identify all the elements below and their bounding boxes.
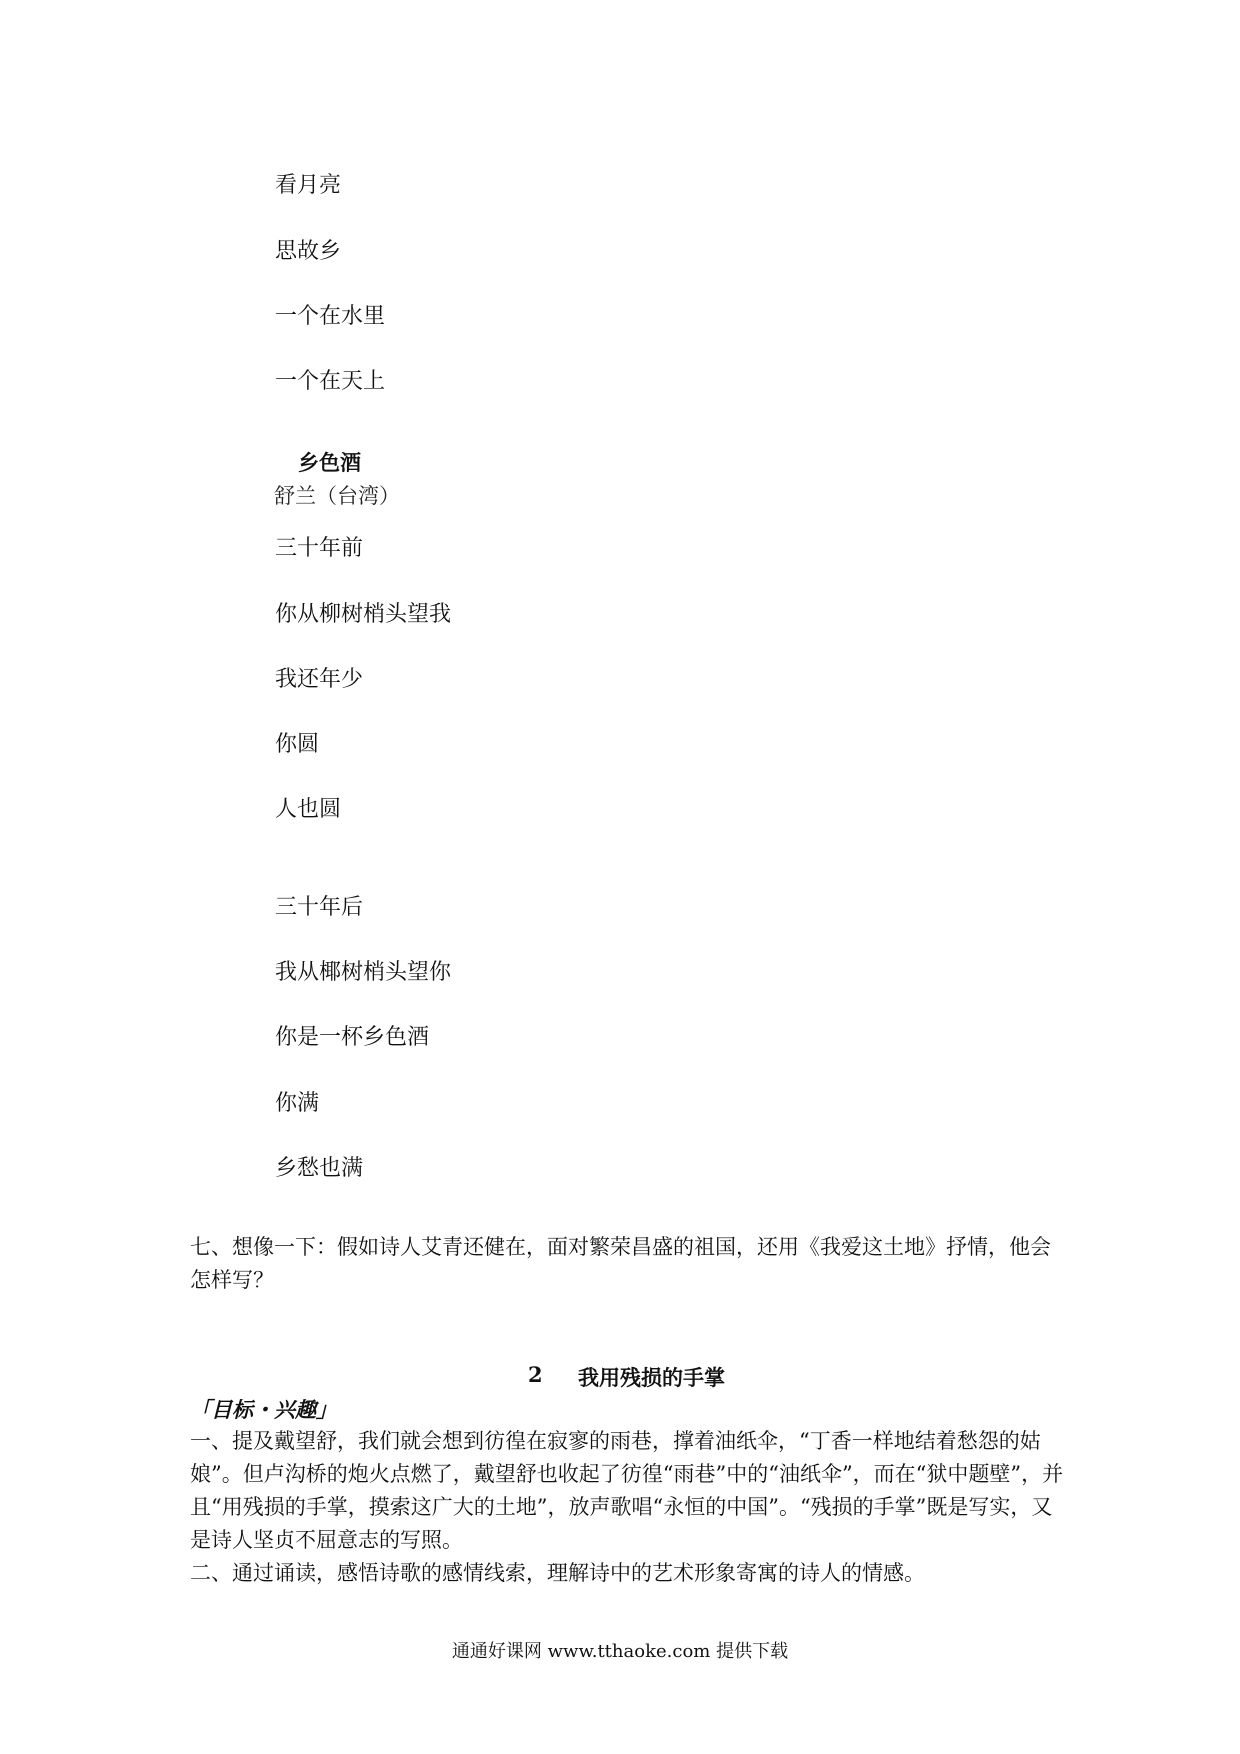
poem-line: 你圆 [275,732,320,757]
goal-heading: 「目标・兴趣」 [190,1397,337,1422]
section-title: 我用残损的手掌 [578,1365,725,1390]
page-footer: 通通好课网 www.tthaoke.com 提供下载 [451,1641,789,1662]
poem-line: 你从柳树梢头望我 [275,602,452,627]
poem-line: 三十年前 [275,536,364,561]
section-number: 2 [528,1362,543,1387]
poem-author: 舒兰（台湾） [274,484,400,508]
goal-paragraph-1: 一、提及戴望舒，我们就会想到彷徨在寂寥的雨巷，撑着油纸伞，“丁香一样地结着愁怨的姑娘”。但卢沟桥的炮火点燃了，戴望舒也收起了彷徨“雨巷”中的“油纸伞”，而在“狱中题壁”，并且“用残损的手掌，摸索这广大的土地”，放声歌唱“永恒的中国”。“残损的手掌”既是写实，又是诗人坚贞不屈意志的写照。 [190,1429,1064,1552]
poem-line: 一个在天上 [275,369,386,394]
poem-line: 三十年后 [275,895,364,920]
poem-title: 乡色酒 [298,450,361,475]
poem-line: 人也圆 [275,797,342,822]
poem-line: 看月亮 [275,173,342,198]
poem-line: 我从椰树梢头望你 [275,960,452,985]
poem-line: 你是一杯乡色酒 [275,1025,430,1050]
goal-paragraph-2: 二、通过诵读，感悟诗歌的感情线索，理解诗中的艺术形象寄寓的诗人的情感。 [190,1561,925,1585]
question-7: 七、想像一下：假如诗人艾青还健在，面对繁荣昌盛的祖国，还用《我爱这土地》抒情，他会怎样写？ [190,1235,1051,1292]
poem-line: 乡愁也满 [275,1156,364,1181]
poem-line: 我还年少 [275,667,364,692]
poem-line: 你满 [275,1091,320,1116]
poem-line: 一个在水里 [275,304,386,329]
poem-line: 思故乡 [275,239,342,264]
